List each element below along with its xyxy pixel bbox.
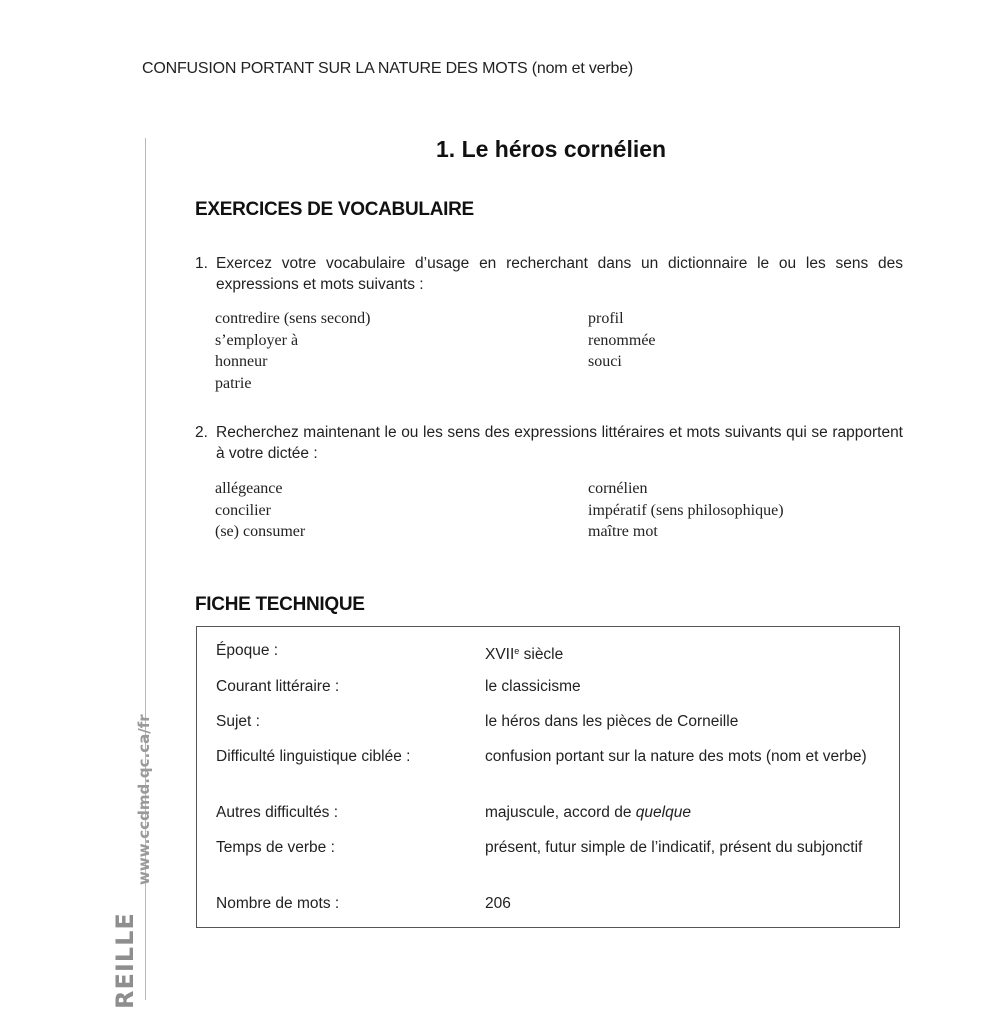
word-item: contredire (sens second) (215, 310, 371, 327)
fiche-label: Autres difficultés : (216, 804, 339, 821)
exercise-instruction: Exercez votre vocabulaire d’usage en recherchant dans un dictionnaire le ou les sens des expressions et mots suivants : (216, 255, 903, 293)
word-item: patrie (215, 374, 252, 392)
chapter-title: 1. Le héros cornélien (436, 136, 667, 162)
exercise-instruction: Recherchez maintenant le ou les sens des expressions littéraires et mots suivants qui se rapportent à votre dictée : (216, 424, 903, 462)
fiche-label: Nombre de mots : (216, 895, 340, 912)
word-item: (se) consumer (215, 523, 306, 540)
word-item: profil (588, 310, 624, 327)
sidebar-url: www.ccdmd.qc.ca/fr (135, 714, 153, 885)
word-item: cornélien (588, 480, 648, 497)
century-superscript: e (514, 646, 520, 656)
fiche-heading: FICHE TECHNIQUE (195, 594, 365, 615)
vocabulary-heading: EXERCICES DE VOCABULAIRE (195, 199, 474, 220)
fiche-value (485, 641, 875, 665)
century-suffix: siècle (519, 646, 564, 663)
word-item: concilier (215, 501, 271, 519)
sidebar-title: REILLE (111, 912, 139, 1009)
word-item: impératif (sens philosophique) (588, 501, 784, 519)
exercise-2 (195, 422, 903, 464)
word-column-right (588, 308, 656, 373)
exercise-number: 1. (195, 255, 208, 272)
word-column-left (215, 478, 305, 543)
word-item: honneur (215, 353, 268, 370)
fiche-value: le classicisme (485, 678, 581, 695)
fiche-value-prefix: majuscule, accord de (485, 804, 636, 821)
fiche-value: présent, futur simple de l’indicatif, présent du subjonctif (485, 839, 863, 856)
word-item: souci (588, 353, 622, 370)
fiche-label: Sujet : (216, 713, 260, 730)
fiche-value: 206 (485, 895, 511, 912)
fiche-label: Courant littéraire : (216, 678, 340, 695)
word-column-right (588, 478, 784, 543)
word-column-left (215, 308, 371, 394)
fiche-value (485, 803, 875, 823)
fiche-value: le héros dans les pièces de Corneille (485, 713, 739, 730)
fiche-label: Temps de verbe : (216, 839, 335, 856)
fiche-value-italic: quelque (635, 804, 691, 821)
fiche-label: Époque : (216, 642, 279, 659)
fiche-technique-table (196, 626, 900, 928)
running-header: CONFUSION PORTANT SUR LA NATURE DES MOTS (nom et verbe) (142, 60, 634, 77)
exercise-number: 2. (195, 424, 208, 441)
century-numeral: XVII (485, 646, 515, 663)
fiche-value: confusion portant sur la nature des mots (nom et verbe) (485, 748, 867, 765)
fiche-label: Difficulté linguistique ciblée : (216, 748, 411, 765)
exercise-1 (195, 253, 903, 295)
word-item: allégeance (215, 480, 283, 497)
word-item: renommée (588, 331, 656, 349)
word-item: maître mot (588, 523, 658, 540)
word-item: s’employer à (215, 331, 299, 349)
